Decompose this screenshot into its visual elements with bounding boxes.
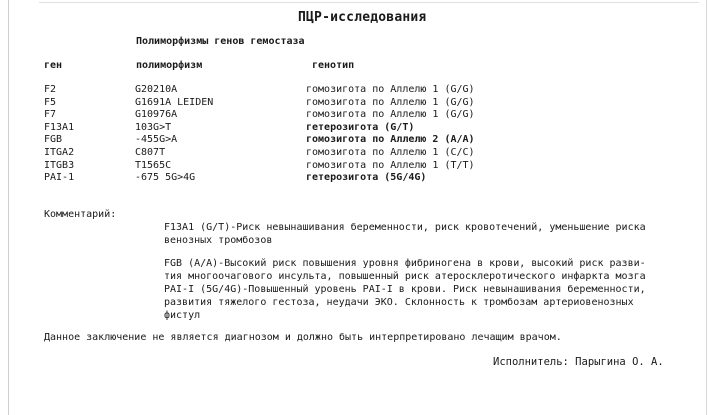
genotype-cell: гетерозигота (5G/4G) bbox=[306, 172, 427, 184]
table-row bbox=[9, 84, 709, 97]
report-title: ПЦР-исследования bbox=[298, 10, 427, 25]
comment-label: Комментарий: bbox=[44, 209, 117, 220]
gene-cell: F2 bbox=[44, 84, 57, 95]
header-polymorphism: полиморфизм bbox=[136, 60, 203, 71]
comment-paragraph-f13a1: F13A1 (G/T)-Риск невынашивания беременности, риск кровотечений, уменьшение риска венозных тромбозов bbox=[164, 222, 646, 246]
table-row bbox=[9, 122, 709, 135]
gene-cell: PAI-1 bbox=[44, 172, 75, 184]
report-subtitle: Полиморфизмы генов гемостаза bbox=[136, 36, 305, 47]
polymorphism-cell: 103G>T bbox=[135, 121, 172, 133]
comment-paragraph-fgb-pai: FGB (A/A)-Высокий риск повышения уровня фибриногена в крови, высокий риск разви- тия многоочагового инсульта, повышенный риск атеросклеротического инфаркта мозга PAI-I (5G/4G)-Повышенный уровень PAI-I в крови. Риск невынашивания беременности, развития тяжелого гестоза, неудачи ЭКО. Склонность к тромбозам артериовенозных фистул bbox=[164, 258, 646, 321]
table-row bbox=[9, 160, 709, 173]
polymorphism-cell: -455G>A bbox=[135, 134, 178, 146]
table-row bbox=[9, 97, 709, 110]
gene-cell: FGB bbox=[44, 134, 63, 146]
genotype-cell: гомозигота по Аллелю 2 (A/A) bbox=[306, 134, 475, 146]
gene-cell: F5 bbox=[44, 96, 57, 108]
polymorphism-cell: G10976A bbox=[135, 109, 178, 121]
polymorphism-cell: T1565C bbox=[135, 159, 172, 171]
table-row bbox=[9, 109, 709, 122]
executor-signature: Исполнитель: Парыгина О. А. bbox=[493, 356, 664, 368]
conclusion-text: Данное заключение не является диагнозом и должно быть интерпретировано лечащим врачом. bbox=[44, 332, 562, 343]
genotype-cell: гомозигота по Аллелю 1 (G/G) bbox=[306, 96, 475, 108]
polymorphism-cell: -675 5G>4G bbox=[135, 172, 196, 184]
genotype-cell: гомозигота по Аллелю 1 (C/C) bbox=[306, 146, 475, 158]
gene-cell: ITGB3 bbox=[44, 159, 75, 171]
genotype-cell: гомозигота по Аллелю 1 (T/T) bbox=[306, 159, 475, 171]
polymorphism-cell: G20210A bbox=[135, 84, 178, 95]
table-row bbox=[9, 134, 709, 147]
polymorphism-cell: G1691A LEIDEN bbox=[135, 96, 214, 108]
genotype-cell: гомозигота по Аллелю 1 (G/G) bbox=[306, 84, 475, 95]
genotype-cell: гомозигота по Аллелю 1 (G/G) bbox=[306, 109, 475, 121]
polymorphism-cell: C807T bbox=[135, 146, 166, 158]
gene-cell: ITGA2 bbox=[44, 146, 75, 158]
header-gene: ген bbox=[44, 60, 63, 71]
gene-cell: F7 bbox=[44, 109, 57, 121]
report-page bbox=[8, 0, 707, 415]
genotype-cell: гетерозигота (G/T) bbox=[306, 121, 415, 133]
top-divider bbox=[39, 2, 699, 3]
header-genotype: генотип bbox=[312, 60, 355, 71]
table-row bbox=[9, 172, 709, 185]
gene-cell: F13A1 bbox=[44, 121, 75, 133]
table-row bbox=[9, 147, 709, 160]
results-table bbox=[9, 84, 709, 185]
